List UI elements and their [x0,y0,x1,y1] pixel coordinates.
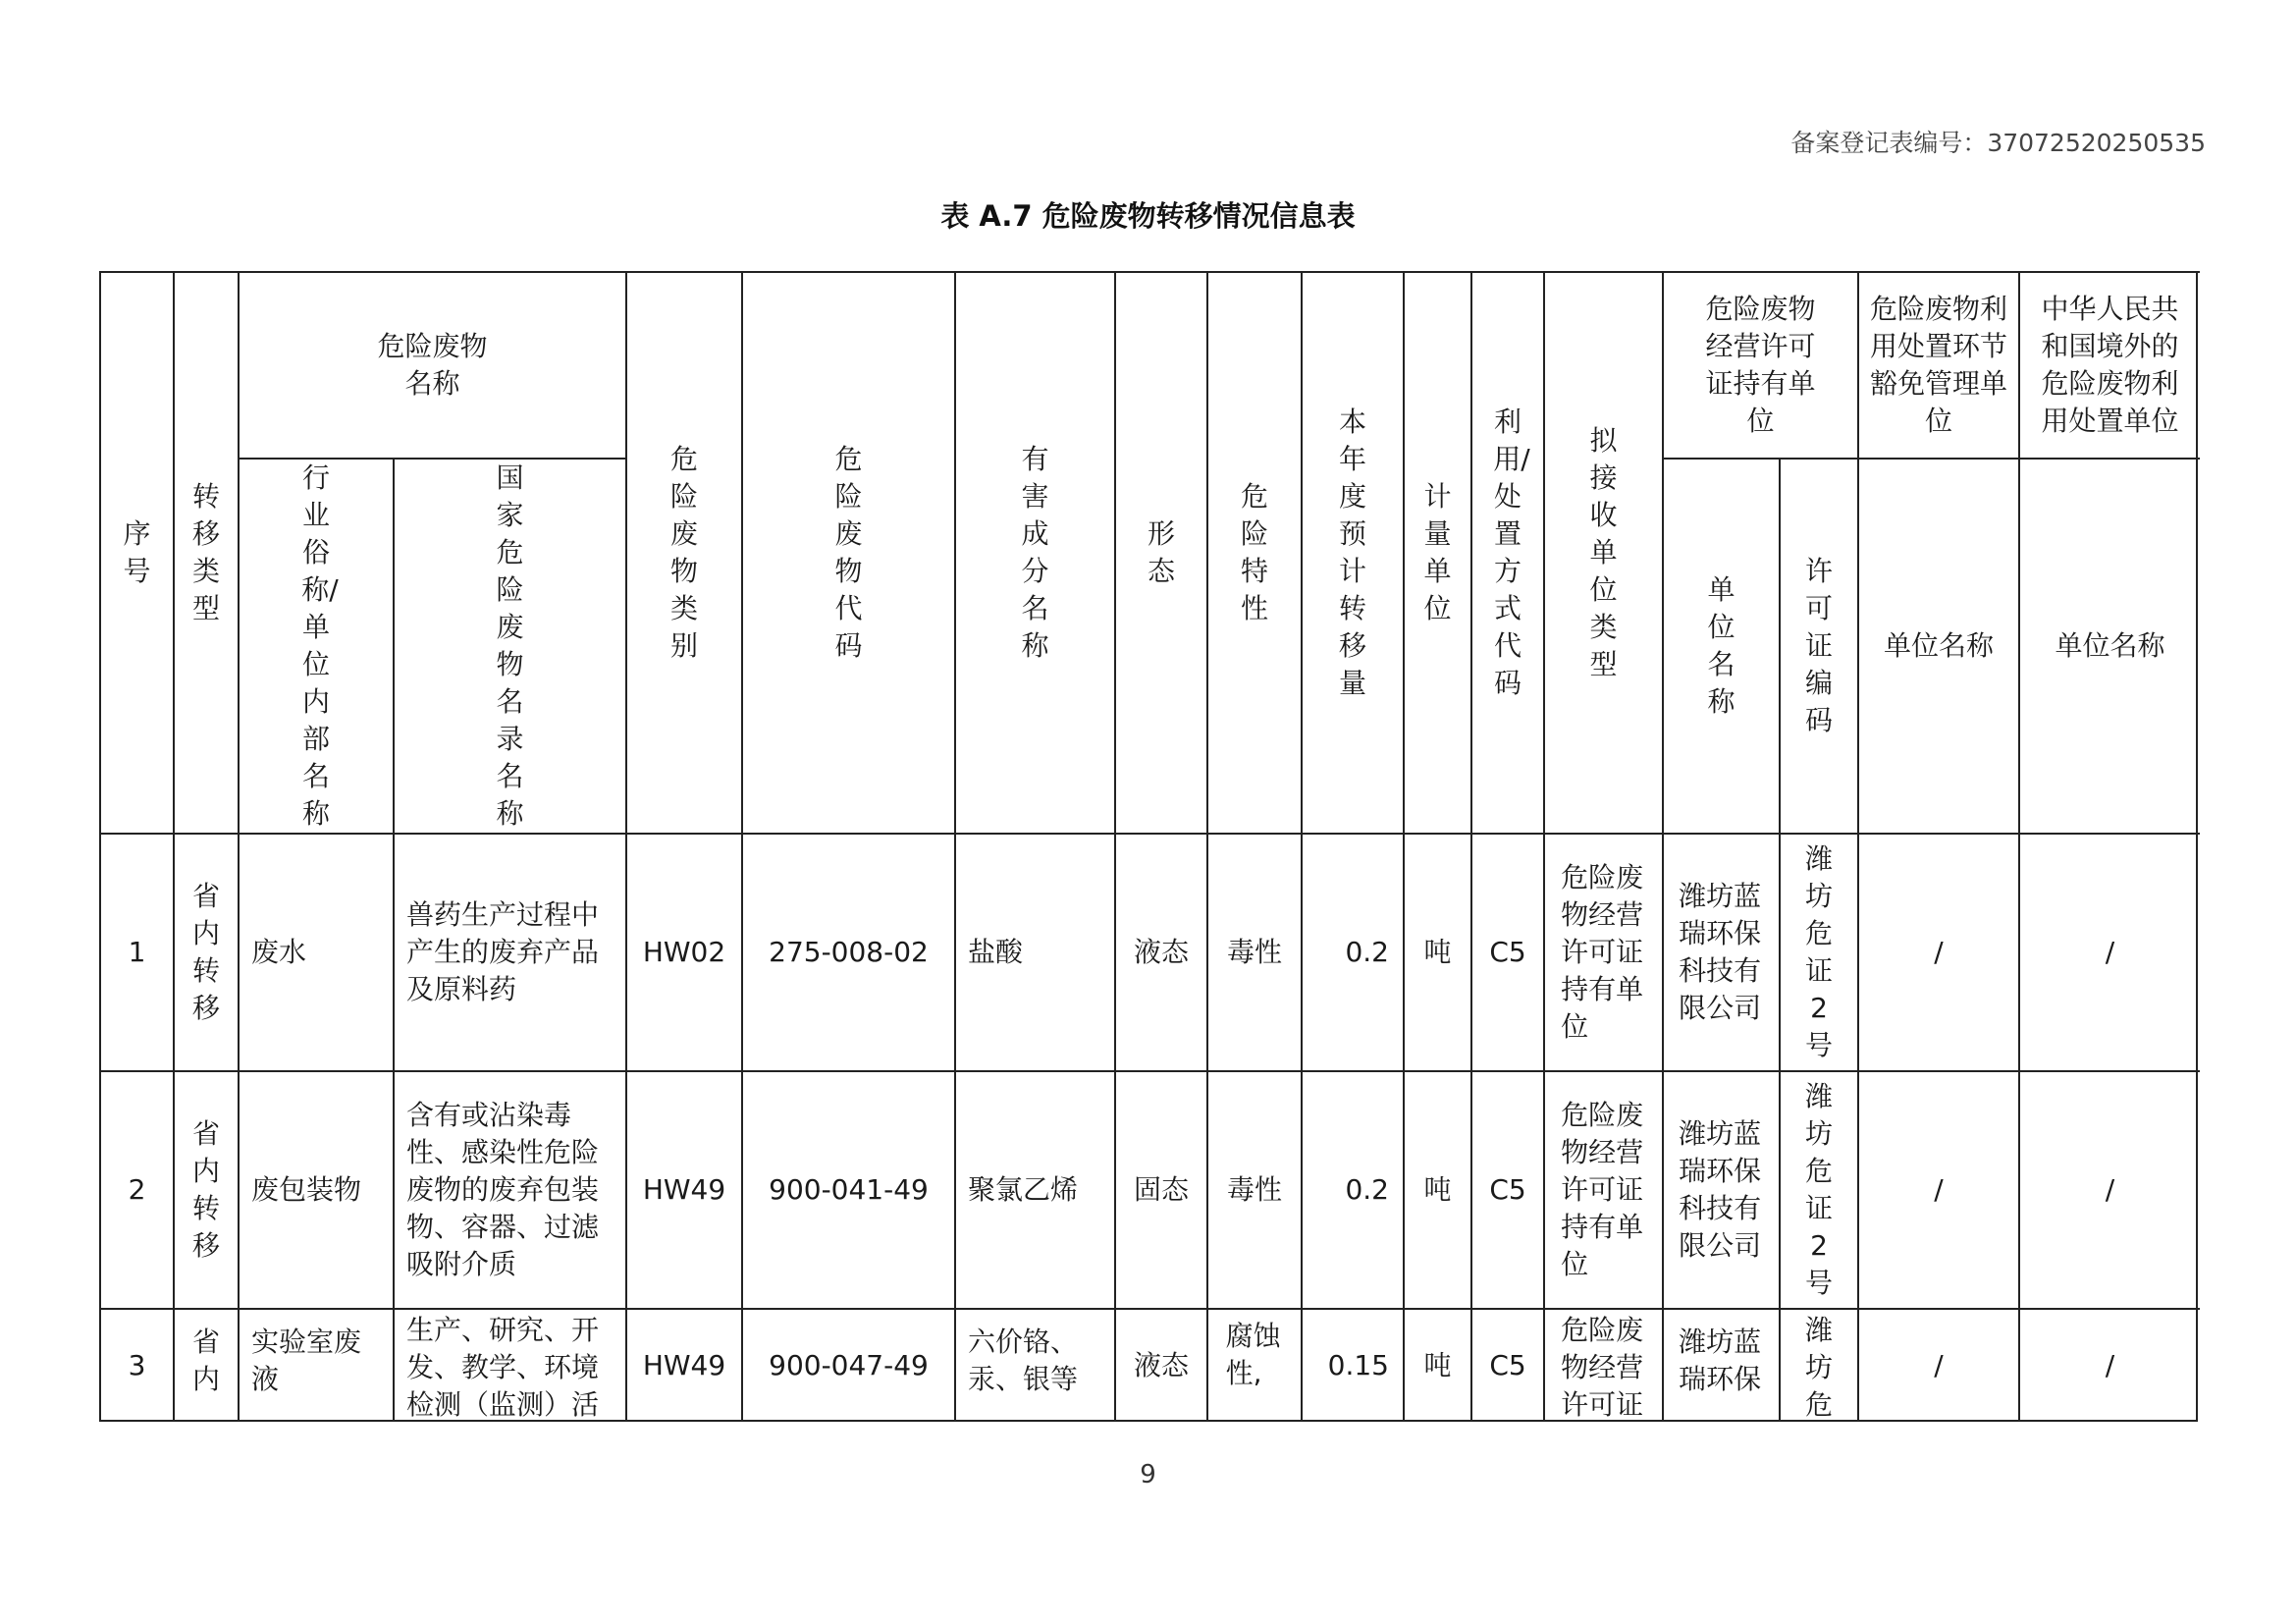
header-code: 危险废物代码 [741,271,954,833]
row3-license-unit: 潍坊蓝瑞环保 [1662,1308,1779,1422]
row1-disposal-code: C5 [1470,833,1543,1070]
row3-abroad: / [2018,1308,2200,1422]
header-license-group: 危险废物经营许可证持有单位 [1662,271,1857,458]
row1-code: 275-008-02 [741,833,954,1070]
header-exempt-unit-name: 单位名称 [1857,458,2018,833]
row1-national-name: 兽药生产过程中产生的废弃产品及原料药 [393,833,625,1070]
row1-category: HW02 [625,833,741,1070]
row3-code: 900-047-49 [741,1308,954,1422]
row1-transfer-type: 省内转移 [173,833,238,1070]
row3-national-name: 生产、研究、开发、教学、环境检测（监测）活 [393,1308,625,1422]
hazardous-waste-transfer-table [99,271,2198,1422]
row3-seq: 3 [99,1308,173,1422]
row2-abroad: / [2018,1070,2200,1308]
row1-qty: 0.2 [1301,833,1403,1070]
row1-license-unit: 潍坊蓝瑞环保科技有限公司 [1662,833,1779,1070]
row1-hazard: 毒性 [1206,833,1301,1070]
row2-common-name: 废包装物 [238,1070,393,1308]
header-category: 危险废物类别 [625,271,741,833]
row3-common-name: 实验室废液 [238,1308,393,1422]
row3-exempt: / [1857,1308,2018,1422]
row3-harmful: 六价铬、汞、银等 [954,1308,1114,1422]
header-annual-qty: 本年度预计转移量 [1301,271,1403,833]
header-unit: 计量单位 [1403,271,1470,833]
row3-license-no: 潍坊危 [1779,1308,1857,1422]
row2-unit: 吨 [1403,1070,1470,1308]
header-seq: 序号 [99,271,173,833]
row2-exempt: / [1857,1070,2018,1308]
row1-license-no: 潍坊危证2号 [1779,833,1857,1070]
row2-receiver-type: 危险废物经营许可证持有单位 [1543,1070,1662,1308]
row2-national-name: 含有或沾染毒性、感染性危险废物的废弃包装物、容器、过滤吸附介质 [393,1070,625,1308]
row3-transfer-type: 省内 [173,1308,238,1422]
row2-qty: 0.2 [1301,1070,1403,1308]
row3-receiver-type: 危险废物经营许可证 [1543,1308,1662,1422]
registration-number: 备案登记表编号：37072520250535 [1790,129,2206,157]
row1-form: 液态 [1114,833,1206,1070]
row3-disposal-code: C5 [1470,1308,1543,1422]
row1-harmful: 盐酸 [954,833,1114,1070]
header-national-name: 国家危险废物名录名称 [393,458,625,833]
table-title: 表 A.7 危险废物转移情况信息表 [940,199,1356,233]
row2-form: 固态 [1114,1070,1206,1308]
header-hazard: 危险特性 [1206,271,1301,833]
page-number: 9 [1140,1460,1156,1489]
header-form: 形态 [1114,271,1206,833]
row1-receiver-type: 危险废物经营许可证持有单位 [1543,833,1662,1070]
row1-common-name: 废水 [238,833,393,1070]
row1-exempt: / [1857,833,2018,1070]
header-exempt-group: 危险废物利用处置环节豁免管理单位 [1857,271,2018,458]
row3-category: HW49 [625,1308,741,1422]
row2-harmful: 聚氯乙烯 [954,1070,1114,1308]
row3-qty: 0.15 [1301,1308,1403,1422]
row1-unit: 吨 [1403,833,1470,1070]
row2-disposal-code: C5 [1470,1070,1543,1308]
row2-hazard: 毒性 [1206,1070,1301,1308]
header-abroad-unit-name: 单位名称 [2018,458,2200,833]
header-receiver-type: 拟接收单位类型 [1543,271,1662,833]
row2-category: HW49 [625,1070,741,1308]
header-license-no: 许可证编码 [1779,458,1857,833]
row1-seq: 1 [99,833,173,1070]
row2-license-no: 潍坊危证2号 [1779,1070,1857,1308]
row3-hazard: 腐蚀性, [1206,1308,1301,1422]
row2-code: 900-041-49 [741,1070,954,1308]
header-waste-name-group: 危险废物名称 [238,271,625,458]
row1-abroad: / [2018,833,2200,1070]
header-harmful: 有害成分名称 [954,271,1114,833]
header-disposal-code: 利用/处置方式代码 [1470,271,1543,833]
row3-form: 液态 [1114,1308,1206,1422]
row3-unit: 吨 [1403,1308,1470,1422]
row2-transfer-type: 省内转移 [173,1070,238,1308]
row2-seq: 2 [99,1070,173,1308]
header-transfer-type: 转移类型 [173,271,238,833]
header-license-unit-name: 单位名称 [1662,458,1779,833]
row2-license-unit: 潍坊蓝瑞环保科技有限公司 [1662,1070,1779,1308]
header-abroad-group: 中华人民共和国境外的危险废物利用处置单位 [2018,271,2200,458]
header-common-name: 行业俗称/单位内部名称 [238,458,393,833]
